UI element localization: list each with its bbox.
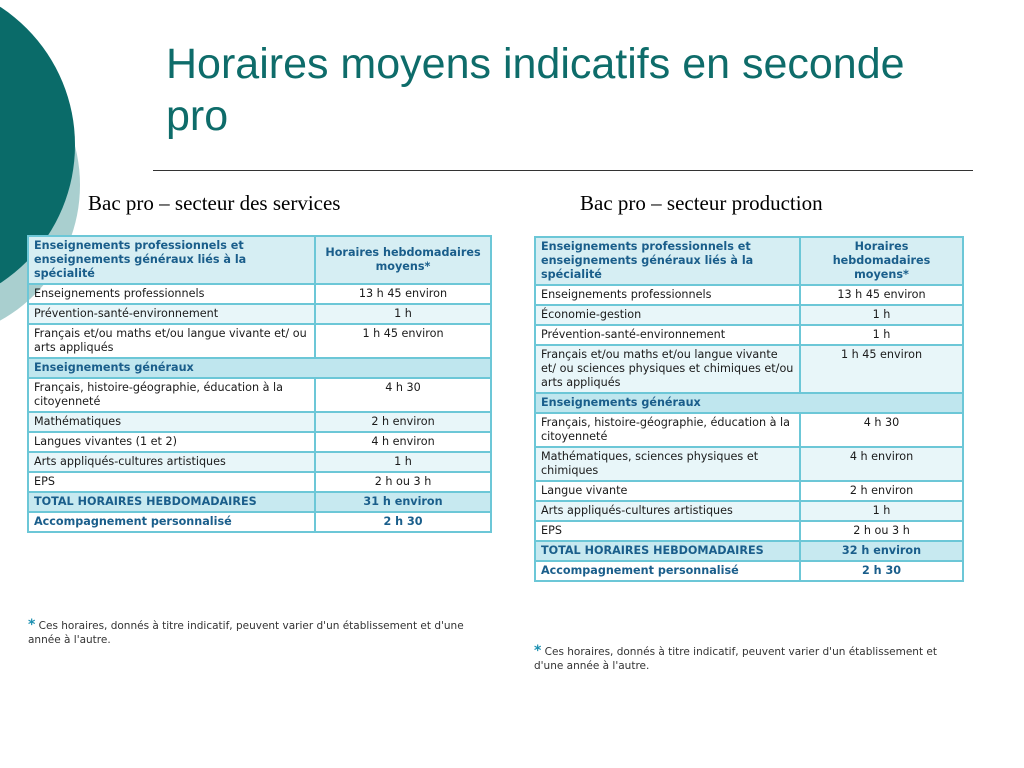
table-row: [535, 521, 963, 541]
row-label: Arts appliqués-cultures artistiques: [28, 452, 315, 472]
row-label: Français et/ou maths et/ou langue vivante et/ ou arts appliqués: [28, 324, 315, 358]
table-row: [535, 285, 963, 305]
header-subjects: Enseignements professionnels et enseignements généraux liés à la spécialité: [535, 237, 800, 285]
table-row: [28, 378, 491, 412]
row-value: 4 h environ: [315, 432, 491, 452]
total-row: [28, 492, 491, 512]
table-row: [28, 472, 491, 492]
accompaniment-row: [28, 512, 491, 532]
table-row: [535, 305, 963, 325]
accompaniment-value: 2 h 30: [800, 561, 963, 581]
row-label: Langue vivante: [535, 481, 800, 501]
row-label: Mathématiques: [28, 412, 315, 432]
row-label: Enseignements professionnels: [535, 285, 800, 305]
row-value: 4 h 30: [800, 413, 963, 447]
total-label: TOTAL HORAIRES HEBDOMADAIRES: [535, 541, 800, 561]
table-row: [28, 324, 491, 358]
row-label: EPS: [28, 472, 315, 492]
row-value: 4 h 30: [315, 378, 491, 412]
table-header-row: [535, 237, 963, 285]
section-row: [28, 358, 491, 378]
total-value: 31 h environ: [315, 492, 491, 512]
services-schedule-table: [27, 235, 492, 533]
total-value: 32 h environ: [800, 541, 963, 561]
table-row: [28, 412, 491, 432]
title-divider: [153, 170, 973, 171]
table-row: [535, 345, 963, 393]
table-row: [535, 501, 963, 521]
row-value: 1 h: [800, 501, 963, 521]
table-row: [28, 452, 491, 472]
row-label: Économie-gestion: [535, 305, 800, 325]
accompaniment-label: Accompagnement personnalisé: [535, 561, 800, 581]
row-label: Français, histoire-géographie, éducation à la citoyenneté: [28, 378, 315, 412]
row-value: 1 h: [315, 452, 491, 472]
row-value: 1 h: [800, 305, 963, 325]
total-row: [535, 541, 963, 561]
production-schedule-table: [534, 236, 964, 582]
row-value: 2 h environ: [315, 412, 491, 432]
table-row: [28, 284, 491, 304]
services-subtitle: Bac pro – secteur des services: [88, 191, 341, 215]
row-value: 4 h environ: [800, 447, 963, 481]
row-label: Français, histoire-géographie, éducation à la citoyenneté: [535, 413, 800, 447]
header-subjects: Enseignements professionnels et enseignements généraux liés à la spécialité: [28, 236, 315, 284]
row-label: Prévention-santé-environnement: [28, 304, 315, 324]
footnote-asterisk: *: [534, 643, 542, 659]
row-value: 2 h ou 3 h: [800, 521, 963, 541]
row-label: EPS: [535, 521, 800, 541]
accompaniment-value: 2 h 30: [315, 512, 491, 532]
production-subtitle: Bac pro – secteur production: [580, 191, 823, 215]
row-value: 13 h 45 environ: [800, 285, 963, 305]
slide-title: Horaires moyens indicatifs en seconde pro: [166, 40, 905, 140]
section-label: Enseignements généraux: [535, 393, 963, 413]
table-row: [28, 432, 491, 452]
table-header-row: [28, 236, 491, 284]
footnote-text: Ces horaires, donnés à titre indicatif, peuvent varier d'un établissement et d'une année à l'autre.: [28, 620, 464, 646]
table-row: [535, 447, 963, 481]
row-label: Français et/ou maths et/ou langue vivante et/ ou sciences physiques et chimiques et/ou arts appliqués: [535, 345, 800, 393]
row-value: 13 h 45 environ: [315, 284, 491, 304]
table-row: [28, 304, 491, 324]
row-label: Arts appliqués-cultures artistiques: [535, 501, 800, 521]
section-label: Enseignements généraux: [28, 358, 491, 378]
table-row: [535, 413, 963, 447]
row-label: Prévention-santé-environnement: [535, 325, 800, 345]
table-row: [535, 481, 963, 501]
section-row: [535, 393, 963, 413]
row-label: Langues vivantes (1 et 2): [28, 432, 315, 452]
row-value: 1 h: [315, 304, 491, 324]
row-value: 1 h: [800, 325, 963, 345]
production-footnote: [534, 644, 966, 673]
footnote-text: Ces horaires, donnés à titre indicatif, peuvent varier d'un établissement et d'une année à l'autre.: [534, 646, 937, 672]
row-label: Enseignements professionnels: [28, 284, 315, 304]
row-label: Mathématiques, sciences physiques et chimiques: [535, 447, 800, 481]
accompaniment-label: Accompagnement personnalisé: [28, 512, 315, 532]
services-footnote: [28, 618, 468, 647]
row-value: 1 h 45 environ: [800, 345, 963, 393]
accompaniment-row: [535, 561, 963, 581]
row-value: 1 h 45 environ: [315, 324, 491, 358]
row-value: 2 h environ: [800, 481, 963, 501]
row-value: 2 h ou 3 h: [315, 472, 491, 492]
table-row: [535, 325, 963, 345]
footnote-asterisk: *: [28, 617, 36, 633]
total-label: TOTAL HORAIRES HEBDOMADAIRES: [28, 492, 315, 512]
header-hours: Horaires hebdomadaires moyens*: [800, 237, 963, 285]
header-hours: Horaires hebdomadaires moyens*: [315, 236, 491, 284]
